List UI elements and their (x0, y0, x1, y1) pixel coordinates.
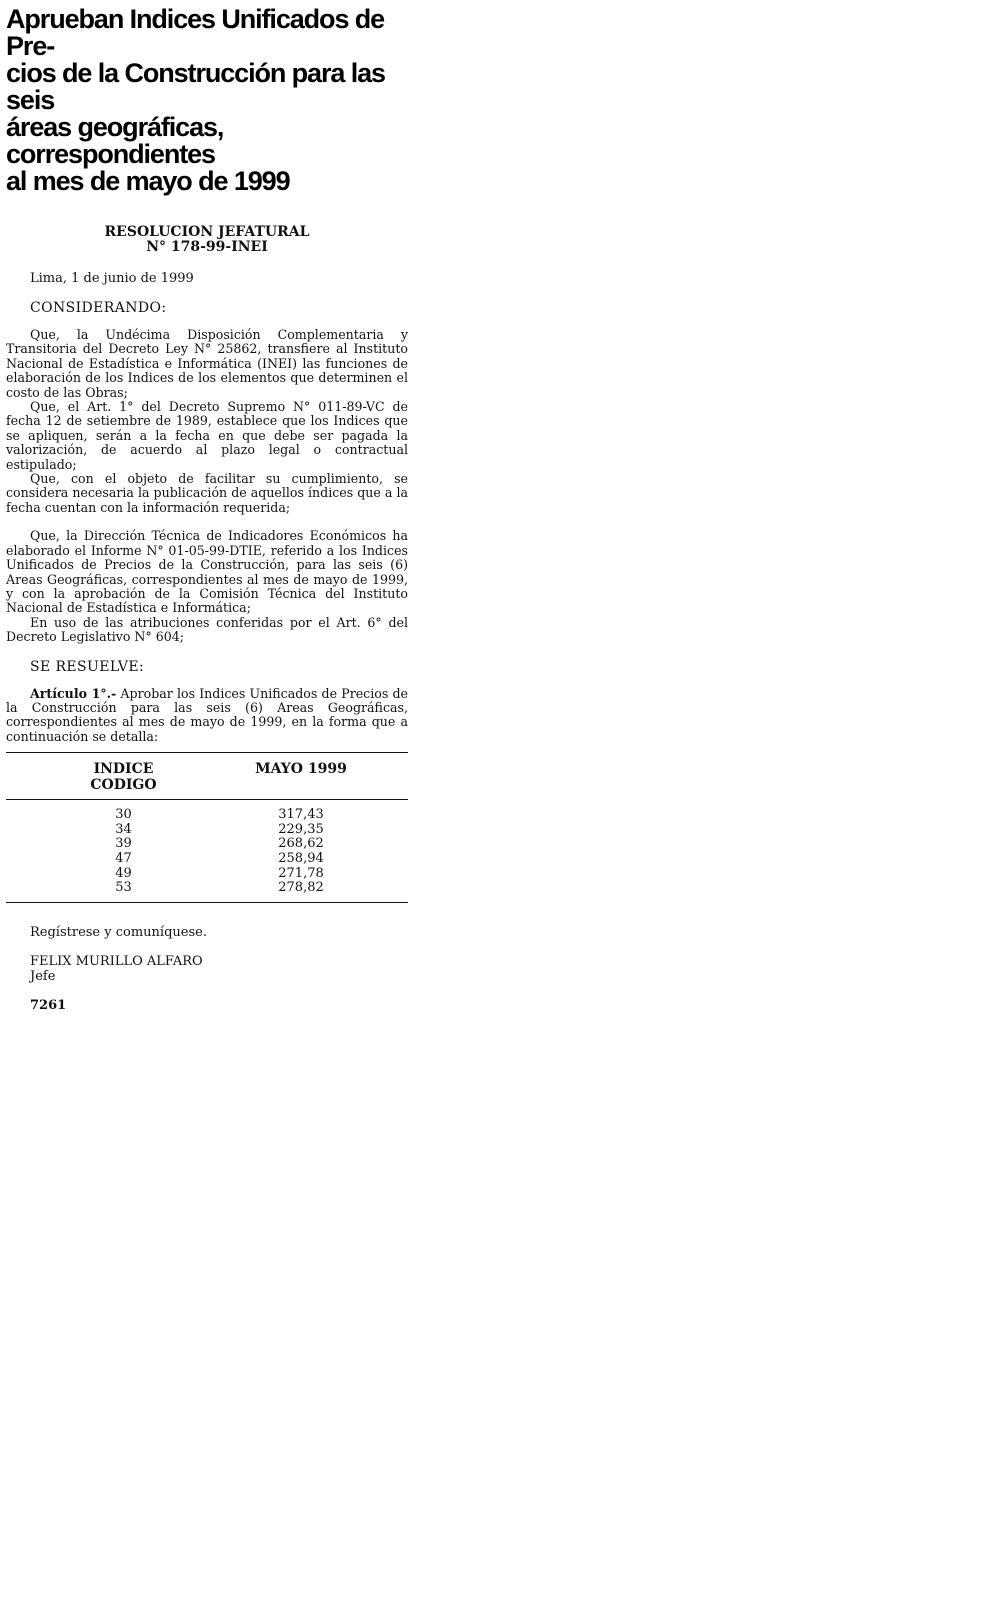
table-bottom-rule (6, 902, 408, 903)
article-1 (6, 687, 408, 745)
row-code: 47 (115, 850, 132, 866)
signatory-name: FELIX MURILLO ALFARO (30, 953, 203, 969)
signature-block (6, 954, 408, 984)
row-code: 34 (115, 821, 132, 837)
dateline: Lima, 1 de junio de 1999 (30, 271, 194, 286)
row-code: 30 (115, 807, 132, 823)
resolution-number: N° 178-99-INEI (146, 239, 268, 255)
closing-formula: Regístrese y comuníquese. (30, 924, 207, 940)
publication-code: 7261 (30, 997, 67, 1013)
header-codigo: CODIGO (90, 777, 157, 794)
document-column (6, 6, 408, 1013)
header-indice: INDICE (93, 761, 154, 778)
paragraph-1: Que, la Undécima Disposición Complementaria y Transitoria del Decreto Ley N° 25862, transfiere al Instituto Nacional de Estadística e Informática (INEI) las funciones de elaboración de los Indices de los elementos que determinen el costo de las Obras; (6, 327, 408, 400)
headline-line: al mes de mayo de 1999 (6, 166, 290, 196)
header-mayo-1999: MAYO 1999 (255, 761, 347, 778)
row-value: 278,82 (278, 880, 324, 896)
row-value: 317,43 (278, 807, 324, 823)
table-header (6, 753, 408, 799)
resolution-title: RESOLUCION JEFATURAL (104, 224, 310, 240)
resolution-heading (6, 225, 408, 255)
table-row (6, 867, 408, 882)
headline-line: cios de la Construcción para las seis (6, 58, 385, 115)
headline-line: Aprueban Indices Unificados de Pre- (6, 4, 385, 61)
row-value: 268,62 (278, 836, 324, 852)
paragraph-5: En uso de las atribuciones conferidas por el Art. 6° del Decreto Legislativo N° 604; (6, 614, 408, 645)
paragraph-3: Que, con el objeto de facilitar su cumplimiento, se considera necesaria la publicación de aquellos índices que a la fecha cuentan con la información requerida; (6, 471, 408, 515)
row-code: 49 (115, 865, 132, 881)
index-table (6, 752, 408, 903)
table-row (6, 852, 408, 867)
headline (6, 6, 408, 195)
row-value: 258,94 (278, 850, 324, 866)
paragraph-2: Que, el Art. 1° del Decreto Supremo N° 011-89-VC de fecha 12 de setiembre de 1989, establece que los Indices que se apliquen, serán a la fecha en que debe ser pagada la valorización, de acuerdo al plazo legal o contractual estipulado; (6, 399, 408, 472)
paragraph-4: Que, la Dirección Técnica de Indicadores Económicos ha elaborado el Informe N° 01-05-99-DTIE, referido a los Indices Unificados de Precios de la Construcción, para las seis (6) Areas Geográficas, correspondientes al mes de mayo de 1999, y con la aprobación de la Comisión Técnica del Instituto Nacional de Estadística e Informática; (6, 528, 408, 616)
article-text: Aprobar los Indices Unificados de Precios de la Construcción para las seis (6) Areas Geográficas, correspondientes al mes de mayo de 1999, en la forma que a continuación se detalla: (6, 685, 408, 744)
row-code: 53 (115, 880, 132, 896)
row-code: 39 (115, 836, 132, 852)
table-row (6, 881, 408, 896)
table-row (6, 823, 408, 838)
table-body (6, 800, 408, 902)
row-value: 229,35 (278, 821, 324, 837)
headline-line: áreas geográficas, correspondientes (6, 112, 224, 169)
row-value: 271,78 (278, 865, 324, 881)
table-row (6, 808, 408, 823)
header-indice-codigo (6, 761, 241, 793)
se-resuelve-label: SE RESUELVE: (30, 658, 145, 675)
table-row (6, 837, 408, 852)
considerando-label: CONSIDERANDO: (30, 300, 167, 316)
article-label: Artículo 1°.- (30, 685, 117, 701)
signatory-position: Jefe (30, 968, 56, 984)
